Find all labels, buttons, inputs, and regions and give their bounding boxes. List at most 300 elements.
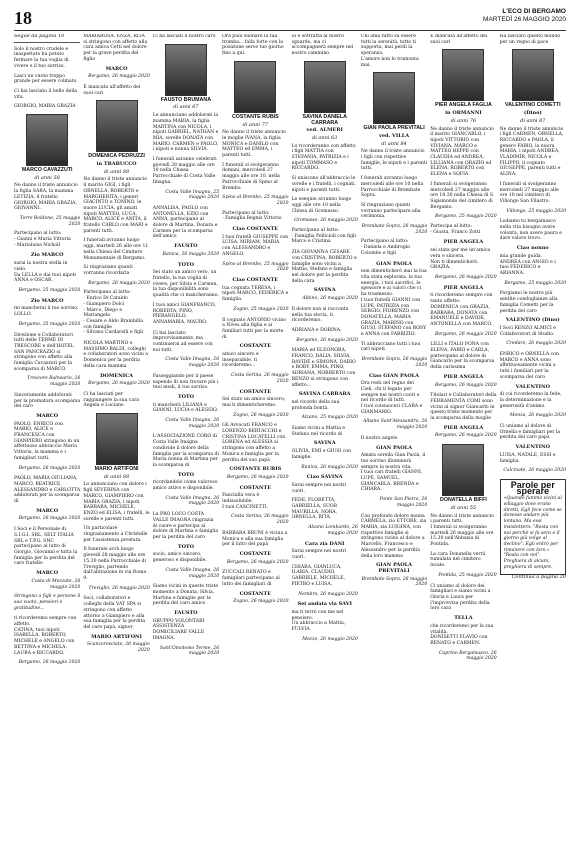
- notice-name: PIER ANGELA: [443, 284, 484, 291]
- notice-text: ADRIANA e DORINA.: [291, 327, 342, 333]
- notice-text: Partecipano al lutto: - Enrico Di Cataldo - Giampiero Dolci - Marco, Diego e Mariangela - Cesare e Aldo Brambilla con famiglie - Silvano Cardarelli e figli: [83, 290, 144, 336]
- notice-name: COSTANTE RUBIS: [229, 466, 282, 473]
- deceased-age: di anni 58: [34, 174, 60, 181]
- notice-text: Amata sorella Gian Paola, il tuo sorriso illuminerà sempre la nostra vita. I tuoi cari fratelli GIANNI, LUPE, SAMUEL, GIANCARLA, BRENDA e CHIARA.: [360, 453, 426, 493]
- obituary-notice: [292, 475, 358, 536]
- deceased-photo: [96, 100, 138, 152]
- notice-text: Lasci un vuoto troppo grande per essere colmato.: [14, 73, 78, 85]
- notice-date: Mozzo, 26 maggio 2020: [302, 636, 358, 642]
- notice-text: Ci hai lasciato improvvisamente, ma continuerai ad essere con noi tutti.: [152, 330, 213, 353]
- notice-name: COSTANTE: [239, 388, 271, 395]
- notice-text: I funerali si svolgeranno mercoledì 27 maggio alle ore 10.30 nella Chiesa di S. Sigismondo del cimitero di Bergamo.: [430, 181, 495, 210]
- notice-poem: Stringono a figli e persone il suo vuoto, pensieri e gratitudine...: [14, 594, 81, 611]
- notice-name: TOTO: [177, 393, 195, 400]
- notice-name: Ciao COSTANTE: [232, 276, 279, 283]
- notice-date: Brembate Sopra, 26 maggio 2020: [361, 576, 428, 588]
- notice-name: Zio MARCO: [30, 297, 64, 304]
- notice-text: Ne danno il triste annuncio i figli CARMEN, ORNELLA, RICCARDO e PAOLA, il genero FABIO, la nuora MARIA, i nipoti ANDREA, VLADIMIR, NICOLA e FILIPPO, il cognato GIUSEPPE, parenti tutti e ALINA.: [499, 126, 564, 178]
- notice-text: non dimenticherò mai la tua vita stata esplorata, la tua energia, i tuoi sacrifici, lo spessore e ai valori che ci ha trasmesso. I tuoi fratelli GIANNI con LUPE, PATRIZIA con SERGIO, FIORENZO con DONATELLA, MARIA GRAZIA, MARINO con GIUSI, STEFANO con ROSY e ANNA con FABRIZIO.: [360, 269, 427, 338]
- obituary-notice: [153, 331, 219, 369]
- notice-date: Calcinate, 26 maggio 2020: [503, 468, 566, 474]
- obituary-notice: [222, 570, 288, 605]
- obituary-notice: [500, 352, 566, 419]
- obituary-notice: [153, 512, 219, 579]
- notice-text: Partecipano al lutto: - Gianni e Maria Vittoria - Marialuisa Nicholl: [14, 231, 71, 248]
- deceased-photo: [234, 61, 276, 113]
- deceased-photo: [442, 49, 484, 101]
- obituary-notice: [361, 34, 427, 257]
- notice-text: Solo il nostro crudele e inaspettato ha potuto fermare la tua voglia di vivere e il tuo sorriso.: [14, 46, 69, 69]
- obituary-notice: [292, 307, 358, 344]
- notice-date: Bergamo, 26 maggio 2020: [434, 382, 497, 388]
- deceased-married-name: in TRABUCCO: [96, 161, 137, 168]
- deceased-photo: [442, 444, 484, 496]
- obituary-notice: [500, 424, 566, 474]
- notice-text: Ne danno il triste annuncio il marito GIGI, i figli ORNELLA, ROBERTO e MARGHERITA, i generi GIACINTO e TONINO, le nuore LUCIA, gli amati nipoti MATTEO, LUCA, MARCO, ALICE e ANITA, il fratello CARLO con MARI e parenti tutti.: [83, 177, 148, 234]
- notice-name: DOMENICA: [100, 372, 133, 379]
- notice-text: Con profondo dolore nonna CARMELA, zio ETTORE, zia MARIA, zia LUIGINA, con rispettive famiglie si stringono vicino al dolore a Marcello, Francesco e Alessandro per la perdita della loro mamma: [360, 513, 427, 559]
- notice-text: Partecipano al lutto: - Famiglia Begnis Vittorio: [222, 210, 282, 222]
- masthead: [483, 8, 566, 24]
- notice-date: Treviglio, 26 maggio 2020: [88, 585, 150, 591]
- deceased-name: MARIO ARTIFONI: [94, 466, 139, 473]
- notice-text: Siamo vicini a Mattia e Stefano nel ricordo di: [291, 426, 346, 437]
- deceased-age: di anni 88: [103, 168, 130, 175]
- notice-name: Cara zia DANI: [304, 540, 345, 547]
- notice-date: Ranica, 26 maggio 2020: [162, 251, 220, 257]
- column-5: [292, 34, 358, 839]
- notice-text: Ne danno il triste annuncio i parenti tutti. I funerali si svolgeranno martedì 26 maggio alle ore 15.30 nell'Abbazia di Pontida.: [430, 513, 494, 548]
- notice-text: GRUPPO VOLONTARI ASSISTENZA DOMICILIARE VALLE IMAGNA.: [152, 618, 205, 641]
- notice-text: MARIAROSA, ENZA, RITA si stringono con affetto alla cara amica Cetti nel dolore per la grave perdita del figlio: [83, 34, 148, 62]
- notice-text: Lo ricorderanno con affetto i figli MATTIA con STEFANIA, PATRIZIA e i nipoti TOMMASO e RICCARDO.: [291, 143, 356, 172]
- obituary-notice: [292, 426, 358, 470]
- notice-date: Nembro, 26 maggio 2020: [298, 591, 358, 597]
- notice-text: I tuoi fratelli GIUSEPPE con LUISA, MIRIAM, MARIA con ALESSANDRO e ANGELO.: [222, 234, 289, 257]
- deceased-name: PIER ANGELA FAGLIA: [435, 102, 492, 109]
- notice-text: NICOLA MARTINO e MASSIMO BALDI, colleghi e collaboratori sono vicini a Domenica per la perdita della cara mamma: [83, 341, 148, 369]
- notice-name: VALENTINO: [515, 444, 550, 451]
- notice-text: Ci uniamo al dolore dei famigliari e siamo vicini a Gloria e Laura per l'improvvisa perdita della loro cara: [430, 583, 491, 612]
- notice-text: I funerali avranno luogo mercoledì alle ore 10 nella Parrocchiale di Brembate Sopra.: [360, 176, 424, 199]
- notice-text: CHIARA, GIANLUCA, ILARIA, CLAUDIO, GABRIELE, MICHELE, PIETRO e LUISA.: [291, 564, 346, 587]
- obituary-notice: [14, 393, 80, 471]
- notice-date: Sant'Omobono Terme, 26 maggio 2020: [159, 645, 220, 657]
- notice-text: MARIA ed ELEONORA, FRANCO, DALIA, SILVIA, DAVIDE e SIMONA, DARIO e ROBY, EMMA, PINO, ADRIANA, NORBERTO con RENZO si stringono con affetto...: [291, 348, 356, 388]
- notice-text: ZUCCALI RENATO e famigliari partecipano al lutto dei famigliari di: [222, 570, 280, 587]
- notice-text: Partecipano al lutto: - Famiglia Pellicioli con figli Marco e Cristina: [291, 228, 356, 245]
- notice-text: Sei stato un amico vero, un fratello, la tua voglia di vivere, per Silvia e Carmen, la tua disponibilità sono qualità che ci mancheranno.: [152, 270, 219, 299]
- obituary-notice: [14, 616, 80, 666]
- notice-signature: GIORGIO, MARIA GRAZIA: [14, 104, 76, 110]
- notice-name: GIAN PAOLA: [376, 260, 412, 267]
- notice-date: Torre Boldone, 25 maggio 2020: [19, 215, 81, 227]
- obituary-notice: [222, 390, 288, 419]
- obituary-notice: [153, 374, 219, 430]
- notice-date: Ponte San Pietro, 26 maggio 2020: [379, 497, 428, 508]
- notice-name: GIAN PAOLA: [376, 444, 412, 451]
- deceased-photo: [304, 61, 346, 113]
- column-7: [430, 34, 496, 839]
- notice-text: FEDE, FLORETTA, GABRIELLA, SUOR MAURILLA, NORA, ORNELLA, RITA.: [291, 498, 338, 521]
- notice-date: Bergamo, 26 maggio 2020: [226, 474, 289, 480]
- notice-text: Si è sottratta al nostro sguardo, ma ci accompagnerà sempre nel nostro cammino.: [291, 34, 354, 57]
- obituary-notice: [222, 318, 288, 385]
- prayer-box-text: «Quando fummo vicini al villaggio dove erano diretti, Egli fece come se dovesse andare più lontano. Ma essi insistettero: "Resta con noi perché si fa sera e il giorno già volge al declino". Egli entrò per rimanere con loro.» "Resta con noi". Preghiera di alcuni, preghiera di sempre.: [503, 496, 562, 570]
- deceased-name: DONATELLA BIFFI: [440, 497, 487, 504]
- deceased-name: COSTANTE RUBIS: [231, 113, 279, 120]
- notice-text: Sarai sempre nei nostri cuori.: [291, 482, 347, 494]
- obituary-notice: [222, 34, 288, 222]
- notice-text: Il nostro angelo: [360, 435, 398, 441]
- notice-date: Spino al Brembo, 25 maggio 2020: [222, 261, 289, 273]
- obituary-notice: [430, 393, 496, 439]
- deceased-nickname: (Dino): [523, 110, 542, 117]
- notice-name: MARCO: [36, 507, 59, 514]
- notice-name: COSTANTE: [239, 551, 271, 557]
- page-number: 18: [14, 8, 32, 28]
- obituary-notice: [361, 436, 427, 509]
- notice-date: Brembate Sopra, 26 maggio 2020: [361, 224, 428, 235]
- obituary-notice: [14, 253, 80, 293]
- notice-text: ZIA GIOVANNA CESARE con CRISTINA, ROBERTO e famiglie sono vicini a Mattia, Stefano e famiglia nel dolore per la perdita della cara: [291, 250, 357, 284]
- notice-date: Villongo, 25 maggio 2020: [506, 208, 566, 214]
- notice-text: nel ricordo della sua profonda bontà.: [291, 399, 340, 411]
- notice-text: Gli Avvocati FRANCO e LORENZO BERTACCHI e CRISTINA LOCATELLI con LORENA ed ALESSIA si stringono con affetto a Monica e famiglia per la perdita del suo papà: [222, 423, 286, 463]
- notice-text: L'ASSOCIAZIONE CORO di Costa Valle Imagna condivide il dolore della famiglia per la scomparsa di Maria nonna di Martina per la scomparsa di: [152, 434, 219, 468]
- notice-date: Costa Valle Imagna, 25 maggio 2020: [165, 189, 220, 201]
- notice-name: MARCO: [36, 412, 59, 419]
- deceased-age: di anni 63: [312, 134, 338, 141]
- column-6: [361, 34, 427, 839]
- notice-text: Si uniscono all'abbraccio le sorelle e i fratelli, i cognati, nipoti e parenti tutti.: [291, 176, 356, 193]
- obituary-notice: [14, 299, 80, 328]
- notice-text: I Soci e il Personale di S.I.G.I. SRL, SELT ITALIA SRL e T.P.G. SNC partecipano al lutto di Giorgio, Giovanni e tutta la famiglia per la perdita del caro fratello: [14, 527, 78, 567]
- prayer-box-title: Parole per sperare: [510, 479, 555, 496]
- obituary-notice: [83, 596, 149, 653]
- notice-text: Il cognato ANTONIO vicino a Nives alla figlia e ai familiari tutti per la morte di: [222, 317, 286, 340]
- notice-text: LILLI e ITALO PONA con ELENA, FABIO e CARLA, partecipano al dolore di Giancarlo per la scomparsa della carissima: [430, 342, 495, 371]
- notice-date: Scanzorosciate, 26 maggio 2020: [87, 642, 150, 654]
- deceased-photo: [26, 114, 68, 166]
- deceased-name: MARCO CAVAZZUTI: [21, 167, 73, 174]
- notice-text: Passeggiando per il paese sapendo di non trovare più i tuoi modi, il tuo sorriso.: [152, 373, 219, 391]
- notice-text: socio, amico sincero, generoso e disponibile.: [152, 552, 207, 564]
- obituary-notice: [430, 240, 496, 280]
- notice-text: Ora puoi suonare la tua tromba... falla forte con la posizione serve tuo giorno fino a qui.: [222, 34, 284, 57]
- obituary-notice: [292, 542, 358, 598]
- notice-date: Costa Valle Imagna, 26 maggio 2020: [165, 357, 220, 369]
- issue-date: MARTEDÌ 26 MAGGIO 2020: [483, 16, 566, 23]
- notice-name: Sei andata via SAVI: [297, 601, 352, 608]
- notice-text: Titolari e Collaboratori della FERRAMENTA COMI sono vicini al signor Giancarlo in questo triste momento per la scomparsa della moglie: [430, 393, 497, 422]
- notice-date: Bergamo, 25 maggio 2020: [18, 287, 81, 293]
- notice-date: Costa Valle Imagna, 26 maggio 2020: [165, 418, 220, 429]
- obituary-notice: [153, 206, 219, 258]
- notice-text: Ti abbracciano tutti i tuoi cari nipoti.: [360, 341, 421, 353]
- notice-name: COSTANTE: [239, 343, 271, 350]
- obituary-notice: [361, 262, 427, 369]
- notice-text: Sarai sempre nei nostri cuori.: [291, 549, 347, 560]
- obituary-notice: [222, 423, 288, 480]
- notice-text: Direzione e Collaboratori tutti delle TERME DI TRESCORE e dell'HOTEL SAN PANCRAZIO si stringono con affetto alla famiglia Cavazzuti per la scomparsa di MARCO.: [14, 332, 74, 372]
- notice-text: Lodiamo tu bergamasco nella vita bisogno avere volontà, non avere paura e dare valore trovo.: [499, 219, 563, 242]
- notice-text: ricordandolo come valoroso amico attivo e disponibile.: [152, 480, 218, 492]
- notice-text: Partecipa al lutto: - Giusta, Franco Zotti: [430, 224, 481, 235]
- obituary-notice: [292, 34, 358, 245]
- notice-date: Alzano, 25 maggio 2020: [301, 415, 358, 421]
- deceased-name: VALENTINO COMETTI: [505, 102, 561, 109]
- notice-date: Zogno, 26 maggio 2020: [233, 412, 289, 418]
- notice-name: MARIO ARTIFONI: [91, 633, 142, 640]
- notice-text: Il dolore non si racconta nella tua storia, ti ricorderemo.: [291, 306, 349, 324]
- notice-text: PAOLO, ENRICO con MARIO, ALICE e FRANCESCA con GIANPIERO stringono in un affettuoso abbraccio Maria Vittoria, la mamma e i famigliari tutti.: [14, 421, 80, 461]
- notice-date: Bergamo, 26 maggio 2020: [18, 516, 81, 522]
- notice-name: COSTANTE: [239, 590, 271, 597]
- notice-date: Costa Valle Imagna, 26 maggio 2020: [165, 495, 220, 507]
- deceased-name: GIAN PAOLA PREVITALI: [363, 125, 425, 132]
- notice-date: Pontida, 25 maggio 2020: [438, 572, 497, 578]
- notice-date: Albino, 26 maggio 2020: [302, 296, 358, 302]
- obituary-notice: [430, 584, 496, 662]
- notice-text: Ci uniamo al dolore di Ornella e famigliari per la perdita del caro papà: [499, 424, 561, 441]
- obituary-notice: [83, 341, 149, 387]
- notice-name: COSTANTE: [239, 484, 271, 491]
- notice-name: PIER ANGELA: [443, 424, 484, 431]
- deceased-photo: [165, 44, 207, 96]
- notice-date: Bergamo, 26 maggio 2020: [296, 337, 358, 343]
- notice-name: Ciao GIAN PAOLA: [369, 372, 420, 379]
- deceased-photo: [512, 49, 554, 101]
- obituary-notice: [14, 47, 80, 249]
- notice-date: Credaro, 26 maggio 2020: [506, 341, 566, 347]
- notice-text: Ci ha lasciati il nostro caro: [152, 34, 216, 39]
- notice-text: I funerali si svolgeranno mercoledì 27 maggio alle ore 10 nel cimitero di Villongo San Filastro.: [499, 181, 559, 204]
- notice-text: Ci ha lasciati per raggiungere la sua cara Angela e Luciano: [83, 391, 140, 409]
- deceased-married-name: ved. VILLA: [378, 132, 410, 139]
- notice-name: Ciao SAVINA: [306, 474, 343, 481]
- notice-name: TOTO: [177, 261, 195, 268]
- notice-text: I funerali si svolgeranno domani, mercoledì 27 maggio alle ore 10, nella Parrocchiale di Spino al Brembo.: [222, 162, 280, 191]
- notice-text: BARBARA BRUNI è vicina a Monica e alla sua famiglia per il lutto del papà: [222, 530, 288, 548]
- obituary-columns: [14, 34, 566, 839]
- newspaper-name: L'ECO DI BERGAMO: [502, 8, 566, 15]
- notice-date: Costa Serina, 26 maggio 2020: [231, 514, 289, 526]
- obituary-notice: [83, 34, 149, 80]
- notice-date: Bergamo, 25 maggio 2020: [434, 214, 497, 220]
- obituary-notice: [430, 286, 496, 338]
- deceased-age: di anni 84: [381, 140, 407, 147]
- column-8: [500, 34, 566, 839]
- deceased-age: di anni 55: [450, 504, 477, 511]
- notice-date: Bergamo, 26 maggio 2020: [88, 74, 150, 80]
- notice-text: Sei stato un amico sincero; mai ti dimenticheremo.: [222, 397, 286, 408]
- deceased-married-name: ved. ALMERI: [306, 127, 343, 134]
- notice-date: Bergamo, 26 maggio 2020: [18, 465, 81, 471]
- notice-text: Si ringraziano quanti vorranno partecipare alla cerimonia.: [360, 202, 421, 220]
- notice-date: Spino al Brembo, 25 maggio 2020: [222, 195, 289, 206]
- notice-text: sarai la nostra stella in cielo. Da LELLA e dai tuoi nipoti ANNA e OSCAR.: [14, 261, 76, 284]
- deceased-name: FAUSTO BRUMANA: [160, 96, 212, 103]
- notice-date: Bergamo, 26 maggio 2020: [226, 559, 289, 565]
- notice-text: Ne danno il triste annuncio il marito GIANCARLO, i nipoti VITTORIO con VIVIANA, MARCO e MATTEO BEPPE con CLAUDIA ed ANDREA, LILLIANA con ORAZIO ed ELENA, ROBERTO con ELENA e SOFIA.: [430, 126, 494, 178]
- notice-date: Bergamo, 26 maggio 2020: [88, 381, 150, 387]
- notice-text: amico sincero e inseparabile, ti ricorderemo...: [222, 352, 259, 369]
- notice-text: mia grande guida. ANDREA con ANGIO e i tuoi FEDERICO e ARIANNA.: [499, 253, 556, 276]
- obituary-notice: [222, 278, 288, 313]
- notice-name: PIER ANGELA: [443, 239, 484, 246]
- notice-date: Costa di Mezzate, 26 maggio 2020: [31, 578, 81, 590]
- notice-text: Un particolare ringraziamento a Christelle per l'assistenza prestata.: [83, 526, 148, 543]
- notice-date: Zogno, 26 maggio 2020: [233, 599, 289, 605]
- obituary-notice: [222, 227, 288, 273]
- notice-date: Monza, 26 maggio 2020: [509, 413, 566, 419]
- obituary-notice: [430, 342, 496, 388]
- obituary-notice: [292, 348, 358, 421]
- notice-date: Bergamo, 26 maggio 2020: [434, 331, 497, 337]
- deceased-photo: [373, 72, 415, 124]
- notice-text: ti mancherà LILIANA e GIANNI, LUCIA e ALESSIO.: [152, 402, 218, 414]
- notice-name: FAUSTO: [174, 243, 198, 250]
- notice-name: Zio MARCO: [30, 252, 64, 259]
- notice-date: Bergamo, 25 maggio 2020: [18, 321, 81, 327]
- notice-date: Bergamo, 26 maggio 2020: [434, 433, 497, 439]
- notice-date: Gromasso, 26 maggio 2020: [294, 218, 358, 224]
- notice-date: Bergamo, 25 maggio 2020: [504, 280, 566, 286]
- continued-from: Segue da pagina 10: [14, 34, 80, 43]
- notice-text: ENRICO e ORNELLA con MARCO e ANNA sono affettuosamente vicini a tutti i familiari per la scomparsa del caro: [499, 352, 559, 380]
- obituary-notice: [153, 434, 219, 507]
- notice-text: I funerali avranno luogo oggi, martedì 26 alle ore 11 nella Chiesa del Cimitero Monumentale di Bergamo.: [83, 238, 149, 261]
- continued-on: Continua a pagina 20: [511, 573, 566, 580]
- notice-text: I tuoi amici GIANFRANCO, ROBERTA, PINO, PIERANGELO, ANNAMARIA, MAURO.: [152, 302, 216, 325]
- notice-text: Siamo vicini in questo triste momento a Donata, Silvia, Martina e famiglie per la perdita del caro amico: [152, 584, 219, 607]
- notice-text: di cui ricorderemo la fede, la determinazione e la generosità d'animo.: [499, 392, 562, 409]
- column-2: [83, 34, 149, 839]
- notice-text: Ha lasciato questo mondo per un regno di pace: [499, 34, 561, 45]
- notice-name: PIER ANGELA: [443, 373, 484, 380]
- deceased-name: SAVINA DANIELA CARRARA: [302, 113, 347, 126]
- obituary-notice: [153, 263, 219, 326]
- notice-text: Partecipano al lutto: - Daniela e Ambrogio Colombo e figli: [360, 239, 411, 256]
- notice-name: FAUSTO: [174, 610, 198, 617]
- column-1: [14, 34, 80, 839]
- deceased-age: di anni 76: [450, 117, 477, 124]
- notice-text: Soci, collaboratori e colleghi della VAT SPA si stringono con affetto attorno a Giampiero e alla sua famiglia per la perdita del caro papà, signor: [83, 596, 146, 630]
- notice-text: tua cognata TERESA, i nipoti MARCO, FEDERICA e famiglia.: [222, 285, 289, 303]
- notice-name: TOTO: [177, 543, 195, 550]
- notice-text: ma ti terrò con me nel pensiero. Un abbraccio a Mattia, FULVIA.: [291, 609, 346, 633]
- obituary-notice: [222, 486, 288, 526]
- notice-date: Zogno, 25 maggio 2020: [233, 306, 289, 312]
- notice-text: È mancata all'affetto dei suoi cari: [430, 34, 488, 45]
- notice-name: MARCO: [36, 570, 59, 577]
- notice-name: VALENTINO: [515, 383, 550, 390]
- notice-text: I Soci RENZO ALMICI e Collaboratori di Studio.: [499, 325, 556, 337]
- deceased-age: di anni 87: [520, 117, 546, 124]
- page-header: [14, 8, 566, 31]
- notice-date: Alzano Lombardo, 26 maggio 2020: [308, 525, 358, 536]
- column-4: [222, 34, 288, 839]
- notice-date: Albano Sant'Alessandro, 26 maggio 2020: [363, 419, 428, 431]
- obituary-notice: [292, 250, 358, 302]
- notice-date: Costa Serina, 26 maggio 2020: [231, 373, 289, 384]
- notice-name: SAVINA: [313, 287, 336, 294]
- notice-text: OLIVIA, EMI e GIUSI con famiglie.: [291, 449, 352, 460]
- obituary-notice: [153, 584, 219, 657]
- notice-text: ti ricorderemo sempre con affetto. CATINA, tuoi nipoti ISABELLA, ROBERTO, MICHELE e ANGELO con BETTINA e MICHELA, LAURA e RICCARDO.: [14, 616, 77, 656]
- notice-text: PAOLO, MARIA GIULIANA, MARCO, BEATRICE, ALESSANDRO e CARLOTTA addolorati per la scomparsa di: [14, 476, 81, 505]
- notice-text: mi mancherai il tuo sorriso. LOLLO.: [14, 306, 79, 318]
- obituary-notice: [14, 476, 80, 522]
- deceased-age: di anni 67: [173, 104, 199, 111]
- notice-date: Ranica, 26 maggio 2020: [301, 464, 358, 470]
- obituary-notice: [430, 444, 496, 578]
- notice-text: ti ricorderemo sempre con tanto affetto. DOMENICA con GRAZIA, BARBARA, DONATA con EMANUELE e DAVIDE, ANTONELLA con MARCO.: [430, 293, 493, 327]
- notice-date: Caprino Bergamasco, 26 maggio 2020: [439, 650, 497, 662]
- notice-name: SAVINA: [313, 440, 336, 447]
- obituary-notice: [14, 333, 80, 388]
- notice-name: Ciao nonno: [516, 245, 549, 252]
- notice-text: Si ringraziano quanti vorranno ricordarla: [83, 265, 133, 276]
- obituary-notice: [500, 291, 566, 347]
- obituary-notice: [83, 392, 149, 591]
- deceased-age: di anni 88: [103, 473, 130, 480]
- notice-name: MARCO: [105, 65, 128, 72]
- notice-text: sei stata per me un'amica vera e sincera. Non ti dimenticherò. GRAZIA.: [430, 248, 491, 271]
- notice-name: VALENTINO (Dino): [505, 317, 560, 324]
- notice-text: Fanciulla vera è indissolubile. I tuoi CASCINETTI.: [222, 493, 269, 510]
- notice-text: Le esequie avranno luogo oggi alle ore 10 nella Chiesa di Gromasso.: [291, 197, 352, 214]
- notice-text: Ora resti nel regno dei Cieli, chi ti legato per sempre nei nostri cuori e nel ricordo di tutti. I tuoi consuoceri CLARA e GIANMARIO.: [360, 381, 423, 415]
- notice-date: Costa Valle Imagna, 26 maggio 2020: [165, 567, 220, 579]
- prayer-box: [500, 479, 566, 575]
- notice-date: Brembate Sopra, 26 maggio 2020: [361, 357, 428, 368]
- obituary-notice: [361, 374, 427, 431]
- notice-text: Le annunciano addolorati la mamma MARIA, la figlia MARTINA con NICOLA, i nipoti GABRIEL, NATHAN e MIA, sorelle DONATA con MARIO, CARMEN e PAOLO, i nipoti e nonna SILVIA.: [152, 113, 219, 153]
- notice-text: La cara Donatella verrà tumulata nel cimitero locale.: [430, 551, 486, 569]
- notice-text: Ne danno il triste annuncio la figlia SARA, la mamma LETIZIA, il fratello GIORGIO, MARIA GRAZIA, GIOVANNI.: [14, 183, 78, 212]
- notice-text: Ne danno il triste annuncio i figli con rispettive famiglie, le nipoti e i parenti tutti.: [360, 149, 428, 172]
- notice-text: Chi ama tutto sa essere tutti la serenità, tutto ti supporta, mai perdi la speranza. L'amore non lo tramonta mai.: [360, 34, 419, 68]
- notice-name: TELLA: [454, 615, 473, 622]
- notice-date: Trescore Balneario, 26 maggio 2020: [27, 376, 81, 388]
- obituary-notice: [153, 34, 219, 201]
- notice-text: Ne danno il triste annuncio le moglie IVANA, la figlia MONICA e DANILO con MATTEO ed EMMA, i parenti tutti.: [222, 130, 286, 159]
- obituary-notice: [292, 602, 358, 642]
- obituary-notice: [14, 527, 80, 611]
- deceased-married-name: in ORMANNI: [445, 110, 482, 117]
- notice-date: Bergamo, 26 maggio 2020: [88, 280, 150, 286]
- notice-name: GIAN PAOLA PREVITALI: [376, 562, 412, 574]
- notice-text: È mancata all'affetto dei suoi cari: [83, 84, 141, 96]
- notice-date: Bergamo, 26 maggio 2020: [434, 274, 497, 280]
- obituary-notice: [430, 34, 496, 235]
- notice-text: Ci hai lasciato il bello della vita.: [14, 88, 78, 100]
- obituary-notice: [500, 219, 566, 286]
- obituary-notice: [361, 514, 427, 588]
- notice-text: Sinceramente addolorati per la prematura scomparsa del caro: [14, 392, 81, 410]
- deceased-age: di anni 77: [242, 121, 268, 128]
- obituary-notice: [83, 85, 149, 336]
- notice-text: Lo annunciano con dolore i figli SEVERINA con MARCO, GIAMPIERO con MARIA GRAZIA, i nipoti BARBARA, MICHELE, ENZO ed ELISA, i fratelli, le sorelle e parenti tutti.: [83, 482, 150, 522]
- notice-date: Bergamo, 26 maggio 2020: [18, 660, 81, 666]
- column-3: [153, 34, 219, 839]
- notice-name: TOTO: [177, 471, 195, 478]
- notice-text: LUISA, NATALE, ESSI e famiglia.: [499, 452, 556, 464]
- notice-name: SAVINA CARRARA: [298, 391, 351, 398]
- notice-text: che ricorderemo per la sua vitalità. DONISETTI FLAVIO con RENATO e CARMEN.: [430, 623, 494, 646]
